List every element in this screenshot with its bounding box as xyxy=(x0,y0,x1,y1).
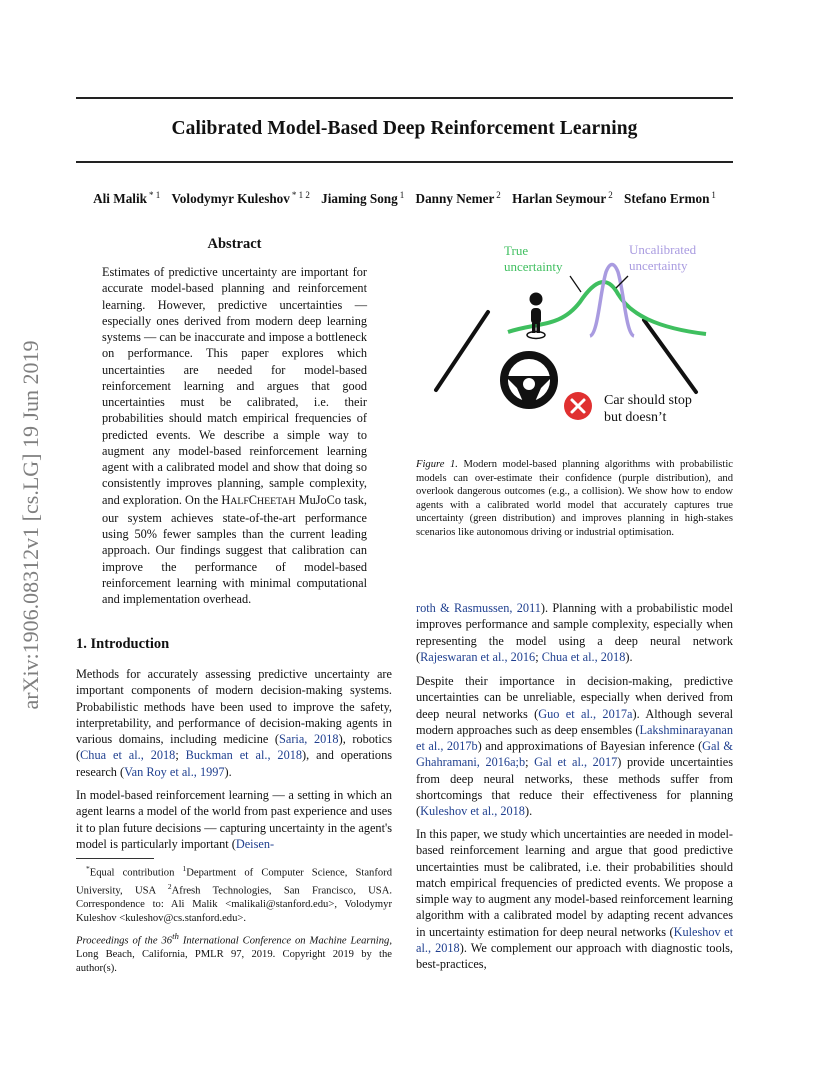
author: Stefano Ermon $^1$ xyxy=(624,190,716,207)
arrow-true xyxy=(570,276,581,292)
citation-link[interactable]: Gal et al., 2017 xyxy=(534,755,618,770)
citation-link[interactable]: Van Roy et al., 1997 xyxy=(124,764,225,779)
abstract-text: Estimates of predictive uncertainty are important for accurate model-based planning and reinforcement learning. However, predictive uncertainties — especially ones derived from modern deep learning systems — can be inaccurate and impose a bottleneck on performance. This paper explores which uncertainties are needed for model-based reinforcement learning and argues that good uncertainties must be calibrated, i.e. their probabilities should match empirical frequencies of predicted events. We describe a simple way to augment any model-based reinforcement learning agent with a calibrated model and show that doing so consistently improves planning, sample complexity, and exploration. On the HALFCHEETAH MuJoCo task, our system achieves state-of-the-art performance using 50% fewer samples than the current leading approach. Our findings suggest that calibration can improve the performance of model-based reinforcement learning with minimal computational and implementation overhead. xyxy=(102,265,367,606)
citation-link[interactable]: Kuleshov et al., 2018 xyxy=(416,924,733,956)
intro-paragraph-2: In model-based reinforcement learning — a setting in which an agent learns a model of the world from past experience and uses it to plan future decisions — capturing uncertainty in the agent's model is particularly important (Deisen- xyxy=(76,788,392,851)
road-line-left xyxy=(436,312,488,390)
title-rule-bottom xyxy=(76,161,733,163)
citation-link[interactable]: Chua et al., 2018 xyxy=(80,748,176,763)
steering-wheel-icon xyxy=(504,355,554,405)
intro-paragraph-1: Methods for accurately assessing predictive uncertainty are important components of modern decision-making systems. Probabilistic methods have been used to improve the safety, interpretability, and performance of decision-making agents in various domains, including medicine (Saria, 2018), robotics (Chua et al., 2018; Buckman et al., 2018), and operations research (Van Roy et al., 1997). xyxy=(76,667,393,779)
citation-link[interactable]: Gal & Ghahramani, 2016a;b xyxy=(416,739,733,770)
footnote-rule xyxy=(76,858,154,859)
citation-link[interactable]: roth & Rasmussen, 2011 xyxy=(416,601,541,615)
citation-link[interactable]: Kuleshov et al., 2018 xyxy=(420,804,525,819)
right-paragraph-1: roth & Rasmussen, 2011). Planning with a probabilistic model improves performance and sample complexity, especially when representing the model using a deep neural network (Rajeswaran et al., 2016; Chua et al., 2018). xyxy=(416,601,733,664)
uncalibrated-uncertainty-label: uncertainty xyxy=(629,258,688,273)
title-rule-top xyxy=(76,97,733,99)
collision-x-icon xyxy=(564,392,592,420)
footnote-affiliations: *Equal contribution $^1$Department of Computer Science, Stanford University, USA $^2$Afresh Technologies, San Francisco, USA. Correspondence to: Ali Malik <malikali@stanford.edu>, Volodymyr Kuleshov <kuleshov@cs.stanford.edu>. xyxy=(76,864,392,924)
pedestrian-icon xyxy=(527,293,545,339)
uncalibrated-uncertainty-curve xyxy=(590,265,634,337)
citation-link[interactable]: Buckman et al., 2018 xyxy=(185,748,303,763)
citation-link[interactable]: Guo et al., 2017a xyxy=(538,706,633,721)
author: Jiaming Song $^1$ xyxy=(321,190,405,207)
citation-link[interactable]: Saria, 2018 xyxy=(279,732,339,747)
figure-label: Figure 1. xyxy=(416,459,458,470)
section-heading-introduction: 1. Introduction xyxy=(76,636,170,652)
abstract-heading: Abstract xyxy=(207,236,262,252)
author: Harlan Seymour $^2$ xyxy=(512,190,613,207)
uncalibrated-uncertainty-label: Uncalibrated xyxy=(629,242,697,257)
arxiv-id: arXiv:1906.08312v1 [cs.LG] 19 Jun 2019 xyxy=(18,340,43,710)
author: Danny Nemer $^2$ xyxy=(415,190,501,207)
citation-link[interactable]: Rajeswaran et al., 2016 xyxy=(420,649,536,664)
right-paragraph-3: In this paper, we study which uncertainties are needed in model-based reinforcement learning and argue that good predictive uncertainties must be calibrated, i.e. their probabilities should match empirical frequencies of predicted events. We propose a simple way to augment any model-based reinforcement learning algorithm with a calibrated model by adapting recent advances in uncertainty estimation for deep neural networks (Kuleshov et al., 2018). We complement our approach with diagnostic tools, best-practices, xyxy=(416,827,733,972)
true-uncertainty-label: True xyxy=(504,243,529,258)
citation-link[interactable]: Deisen- xyxy=(235,836,275,851)
true-uncertainty-label: uncertainty xyxy=(504,259,563,274)
figure-1 xyxy=(430,236,720,436)
right-paragraph-2: Despite their importance in decision-making, predictive uncertainties can be unreliable, especially when derived from deep neural networks (Guo et al., 2017a). Although several modern approaches such as deep ensembles (Lakshminarayanan et al., 2017b) and approximations of Bayesian inference (Gal & Ghahramani, 2016a;b; Gal et al., 2017) provide uncertainties from deep neural networks, these methods suffer from shortcomings that reduce their effectiveness for planning (Kuleshov et al., 2018). xyxy=(416,674,733,819)
author-list xyxy=(76,190,733,207)
figure-1-illustration xyxy=(430,236,720,436)
caption-text: Modern model-based planning algorithms with probabilistic models can over-estimate their confidence (purple distribution), and overlook dangerous outcomes (e.g., a collision). We show how to endow agents with a calibrated world model that accurately captures true uncertainty (green distribution) and improves planning in high-stakes scenarios like autonomous driving or industrial optimisation. xyxy=(416,459,733,538)
figure-1-caption xyxy=(416,458,733,539)
arxiv-stamp xyxy=(18,290,44,760)
author: Volodymyr Kuleshov $^{* 1 2}$ xyxy=(171,190,310,207)
car-stop-label: Car should stop xyxy=(604,393,692,408)
citation-link[interactable]: Chua et al., 2018 xyxy=(541,649,626,664)
citation-link[interactable]: Lakshminarayanan et al., 2017b xyxy=(416,722,733,754)
car-stop-label: but doesn’t xyxy=(604,410,667,425)
proceedings-note: Proceedings of the 36th International Conference on Machine Learning, Long Beach, California, PMLR 97, 2019. Copyright 2019 by the author(s). xyxy=(76,931,392,974)
author: Ali Malik $^{* 1}$ xyxy=(93,190,161,207)
paper-title: Calibrated Model-Based Deep Reinforcement Learning xyxy=(171,118,638,139)
